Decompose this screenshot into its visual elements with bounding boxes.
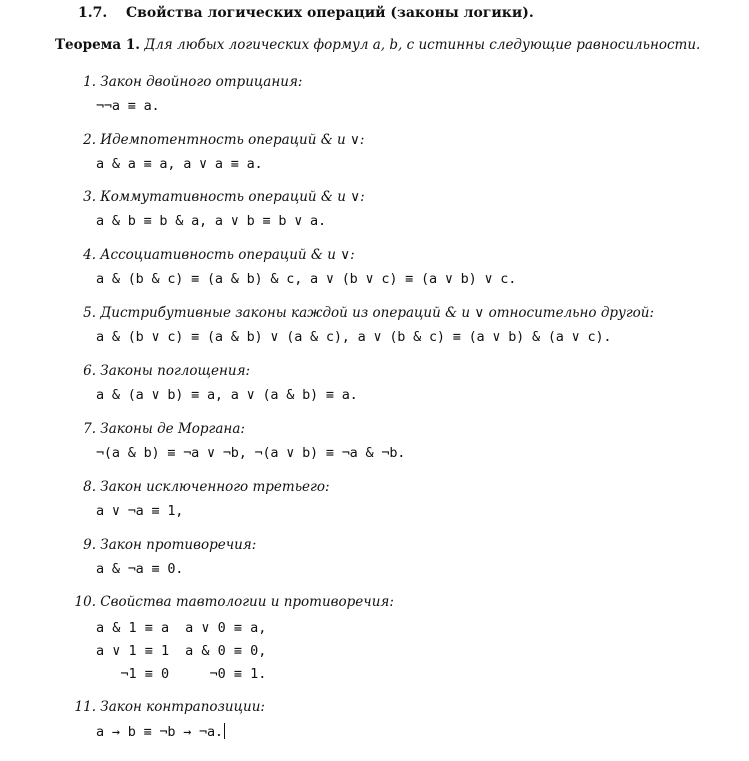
formula-cell: a ∨ 0 ≡ a, [185,619,267,636]
item-formula: a & ¬a ≡ 0. [96,561,184,577]
section-title: Свойства логических операций (законы логики). [126,5,534,21]
item-formula: a & (b & c) ≡ (a & b) & c, a ∨ (b ∨ c) ≡ (a ∨ b) ∨ c. [96,271,517,287]
item-formula: a & a ≡ a, a ∨ a ≡ a. [96,156,263,172]
formula-cell: ¬1 ≡ 0 [120,665,170,682]
theorem-text: Для любых логических формул a, b, c истинны следующие равносильности. [144,37,701,53]
item-formula: a & b ≡ b & a, a ∨ b ≡ b ∨ a. [96,213,326,229]
formula-row [96,662,266,685]
item-formula: a & (b ∨ c) ≡ (a & b) ∨ (a & c), a ∨ (b & c) ≡ (a ∨ b) & (a ∨ c). [96,329,612,345]
item-number: 7. [83,421,96,437]
item-title: Дистрибутивные законы каждой из операций & и ∨ относительно другой: [100,305,655,321]
item-number: 3. [83,189,96,205]
item-formula: a ∨ ¬a ≡ 1, [96,503,184,519]
item-formula: ¬¬a ≡ a. [96,98,160,114]
formula-cell: a & 0 ≡ 0, [185,642,267,659]
item-title: Законы поглощения: [100,363,251,379]
item-number: 10. [74,594,96,610]
item-formula-wrapper[interactable] [96,723,225,740]
item-number: 5. [83,305,96,321]
item-title: Закон двойного отрицания: [100,74,303,90]
item-title: Коммутативность операций & и ∨: [100,189,365,205]
item-title: Закон противоречия: [100,537,257,553]
item-title: Законы де Моргана: [100,421,245,437]
item-title: Свойства тавтологии и противоречия: [100,594,394,610]
item-title: Закон исключенного третьего: [100,479,330,495]
formula-row [96,639,266,662]
theorem-statement [55,37,700,53]
item-title: Ассоциативность операций & и ∨: [100,247,355,263]
item-number: 2. [83,132,96,148]
item-number: 4. [83,247,96,263]
formula-cell: ¬0 ≡ 1. [209,665,267,682]
section-number: 1.7. [78,5,108,21]
item-formula: ¬(a & b) ≡ ¬a ∨ ¬b, ¬(a ∨ b) ≡ ¬a & ¬b. [96,445,406,461]
theorem-label: Теорема 1. [55,37,140,53]
item-number: 11. [74,699,96,715]
item-number: 1. [83,74,96,90]
formula-grid [96,616,266,685]
item-title: Идемпотентность операций & и ∨: [100,132,365,148]
text-cursor [224,723,225,739]
item-formula: a & (a ∨ b) ≡ a, a ∨ (a & b) ≡ a. [96,387,358,403]
item-title: Закон контрапозиции: [100,699,265,715]
formula-cell: a ∨ 1 ≡ 1 [96,642,170,659]
section-heading [78,5,534,21]
item-number: 9. [83,537,96,553]
item-number: 6. [83,363,96,379]
formula-cell: a & 1 ≡ a [96,619,170,636]
formula-row [96,616,266,639]
item-formula: a → b ≡ ¬b → ¬a. [96,724,223,740]
item-number: 8. [83,479,96,495]
